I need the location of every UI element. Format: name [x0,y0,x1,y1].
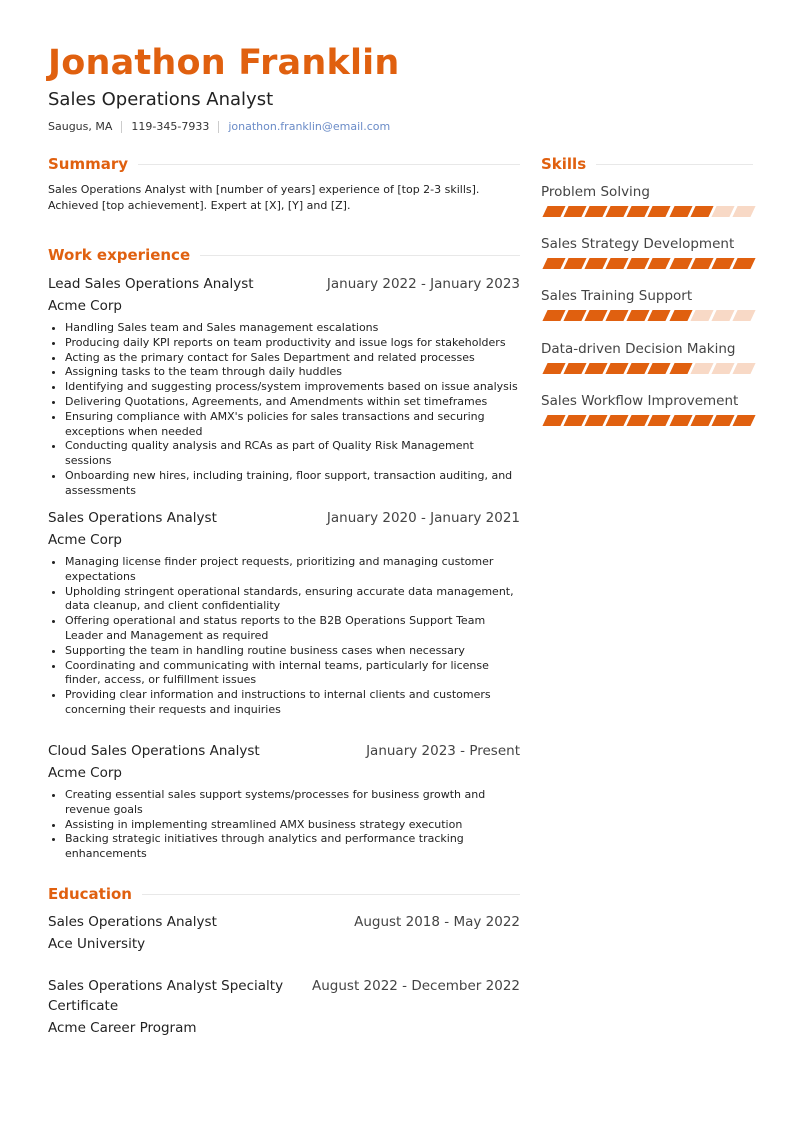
skill-segment-empty [732,363,755,374]
job-bullets [48,555,520,718]
skill-segment-empty [732,310,755,321]
degree-title: Sales Operations Analyst [48,914,217,930]
skill-level-bar [541,258,753,269]
job-company: Acme Corp [48,765,122,781]
candidate-name: Jonathon Franklin [48,43,400,83]
job-bullet: • Handling Sales team and Sales management escalations [65,321,520,336]
skill-segment-filled [690,415,713,426]
skill-segment-filled [648,258,671,269]
job-bullets [48,788,520,862]
skill-segment-filled [648,310,671,321]
job-bullet: • Assigning tasks to the team through daily huddles [65,365,520,380]
job-bullet: • Coordinating and communicating with internal teams, particularly for license finder, access, or fulfillment issues [65,659,520,689]
skill-segment-filled [648,415,671,426]
skill-segment-filled [669,310,692,321]
skill-segment-filled [648,206,671,217]
job-bullets [48,321,520,499]
job-bullet: • Creating essential sales support systems/processes for business growth and revenue goals [65,788,520,818]
skill-segment-filled [627,258,650,269]
section-rule [142,894,520,895]
skill-segment-filled [690,206,713,217]
skill-item [541,235,753,269]
section-rule [596,164,753,165]
job-dates: January 2020 - January 2021 [326,510,520,526]
skill-segment-filled [606,258,629,269]
skill-segment-filled [542,363,565,374]
skill-segment-filled [627,206,650,217]
skill-segment-filled [564,206,587,217]
job-bullet: • Acting as the primary contact for Sales Department and related processes [65,351,520,366]
job-bullet: • Supporting the team in handling routine business cases when necessary [65,644,520,659]
skill-segment-filled [564,310,587,321]
summary-heading [48,154,520,174]
skill-segment-filled [732,415,755,426]
degree-title: Sales Operations Analyst Specialty Certificate [48,978,284,1014]
education-heading [48,884,520,904]
skill-segment-empty [711,310,734,321]
job-bullet: • Upholding stringent operational standards, ensuring accurate data management, data cleanup, and client confidentiality [65,585,520,615]
skill-segment-filled [542,310,565,321]
job-company: Acme Corp [48,298,122,314]
school-name: Acme Career Program [48,1020,197,1036]
skill-segment-filled [627,310,650,321]
section-title: Work experience [48,246,191,264]
job-dates: January 2023 - Present [366,743,520,759]
job-entry [48,274,520,499]
skill-segment-filled [542,206,565,217]
skill-item [541,340,753,374]
skill-segment-empty [732,206,755,217]
skill-segment-filled [542,258,565,269]
contact-line [48,119,390,135]
skill-segment-filled [585,310,608,321]
skill-segment-filled [669,363,692,374]
candidate-title: Sales Operations Analyst [48,89,274,110]
section-rule [200,255,520,256]
skill-segment-filled [669,206,692,217]
skill-segment-filled [585,415,608,426]
skill-item [541,183,753,217]
job-bullet: • Backing strategic initiatives through analytics and performance tracking enhancements [65,832,520,862]
skill-item [541,392,753,426]
skill-segment-filled [542,415,565,426]
job-bullet: • Providing clear information and instructions to internal clients and customers concerning their requests and inquiries [65,688,520,718]
job-bullet: • Producing daily KPI reports on team productivity and issue logs for stakeholders [65,336,520,351]
job-company: Acme Corp [48,532,122,548]
skill-segment-empty [711,206,734,217]
skill-level-bar [541,415,753,426]
job-bullet: • Ensuring compliance with AMX's policies for sales transactions and securing exceptions when needed [65,410,520,440]
contact-divider [218,121,219,133]
skill-item [541,287,753,321]
job-title: Cloud Sales Operations Analyst [48,743,260,759]
skill-name: Sales Strategy Development [541,236,735,252]
job-dates: January 2022 - January 2023 [326,276,520,292]
education-dates: August 2018 - May 2022 [354,914,520,930]
education-dates: August 2022 - December 2022 [312,978,520,994]
skill-name: Problem Solving [541,184,650,200]
job-bullet: • Offering operational and status reports to the B2B Operations Support Team Leader and Management as required [65,614,520,644]
skill-segment-filled [606,206,629,217]
skill-segment-filled [627,415,650,426]
skill-name: Sales Training Support [541,288,693,304]
skill-segment-filled [606,310,629,321]
skill-segment-empty [690,363,713,374]
skill-segment-filled [606,415,629,426]
school-name: Ace University [48,936,146,952]
work-experience-heading [48,245,520,265]
location-text: Saugus, MA [48,120,113,133]
skill-segment-filled [711,415,734,426]
email-link[interactable]: jonathon.franklin@email.com [228,120,391,133]
job-entry [48,508,520,718]
job-bullet: • Identifying and suggesting process/system improvements based on issue analysis [65,380,520,395]
skill-segment-filled [669,258,692,269]
job-bullet: • Managing license finder project requests, prioritizing and managing customer expectations [65,555,520,585]
skill-segment-filled [648,363,671,374]
skill-segment-filled [627,363,650,374]
skill-segment-empty [690,310,713,321]
job-bullet: • Conducting quality analysis and RCAs as part of Quality Risk Management sessions [65,439,520,469]
skill-segment-filled [690,258,713,269]
skill-segment-filled [564,415,587,426]
skill-name: Data-driven Decision Making [541,341,736,357]
section-rule [138,164,520,165]
skill-level-bar [541,206,753,217]
summary-text: Sales Operations Analyst with [number of years] experience of [top 2-3 skills]. Achieved [top achievement]. Expert at [X], [Y] and [Z]. [48,183,480,212]
section-title: Skills [541,155,587,173]
skill-segment-filled [606,363,629,374]
skills-heading [541,154,753,174]
skill-segment-filled [669,415,692,426]
contact-divider [121,121,122,133]
phone-text: 119-345-7933 [131,120,210,133]
job-entry [48,741,520,862]
education-entry [48,976,520,1038]
skill-segment-filled [732,258,755,269]
job-title: Sales Operations Analyst [48,510,217,526]
skill-segment-filled [585,206,608,217]
job-bullet: • Delivering Quotations, Agreements, and Amendments within set timeframes [65,395,520,410]
skill-level-bar [541,363,753,374]
job-bullet: • Onboarding new hires, including training, floor support, transaction auditing, and assessments [65,469,520,499]
section-title: Summary [48,155,129,173]
skill-level-bar [541,310,753,321]
job-title: Lead Sales Operations Analyst [48,276,254,292]
education-entry [48,912,520,954]
skill-segment-filled [585,363,608,374]
skill-segment-filled [585,258,608,269]
skill-segment-filled [711,258,734,269]
skill-segment-filled [564,363,587,374]
skill-name: Sales Workflow Improvement [541,393,739,409]
skill-segment-filled [564,258,587,269]
skill-segment-empty [711,363,734,374]
job-bullet: • Assisting in implementing streamlined AMX business strategy execution [65,818,520,833]
section-title: Education [48,885,132,903]
